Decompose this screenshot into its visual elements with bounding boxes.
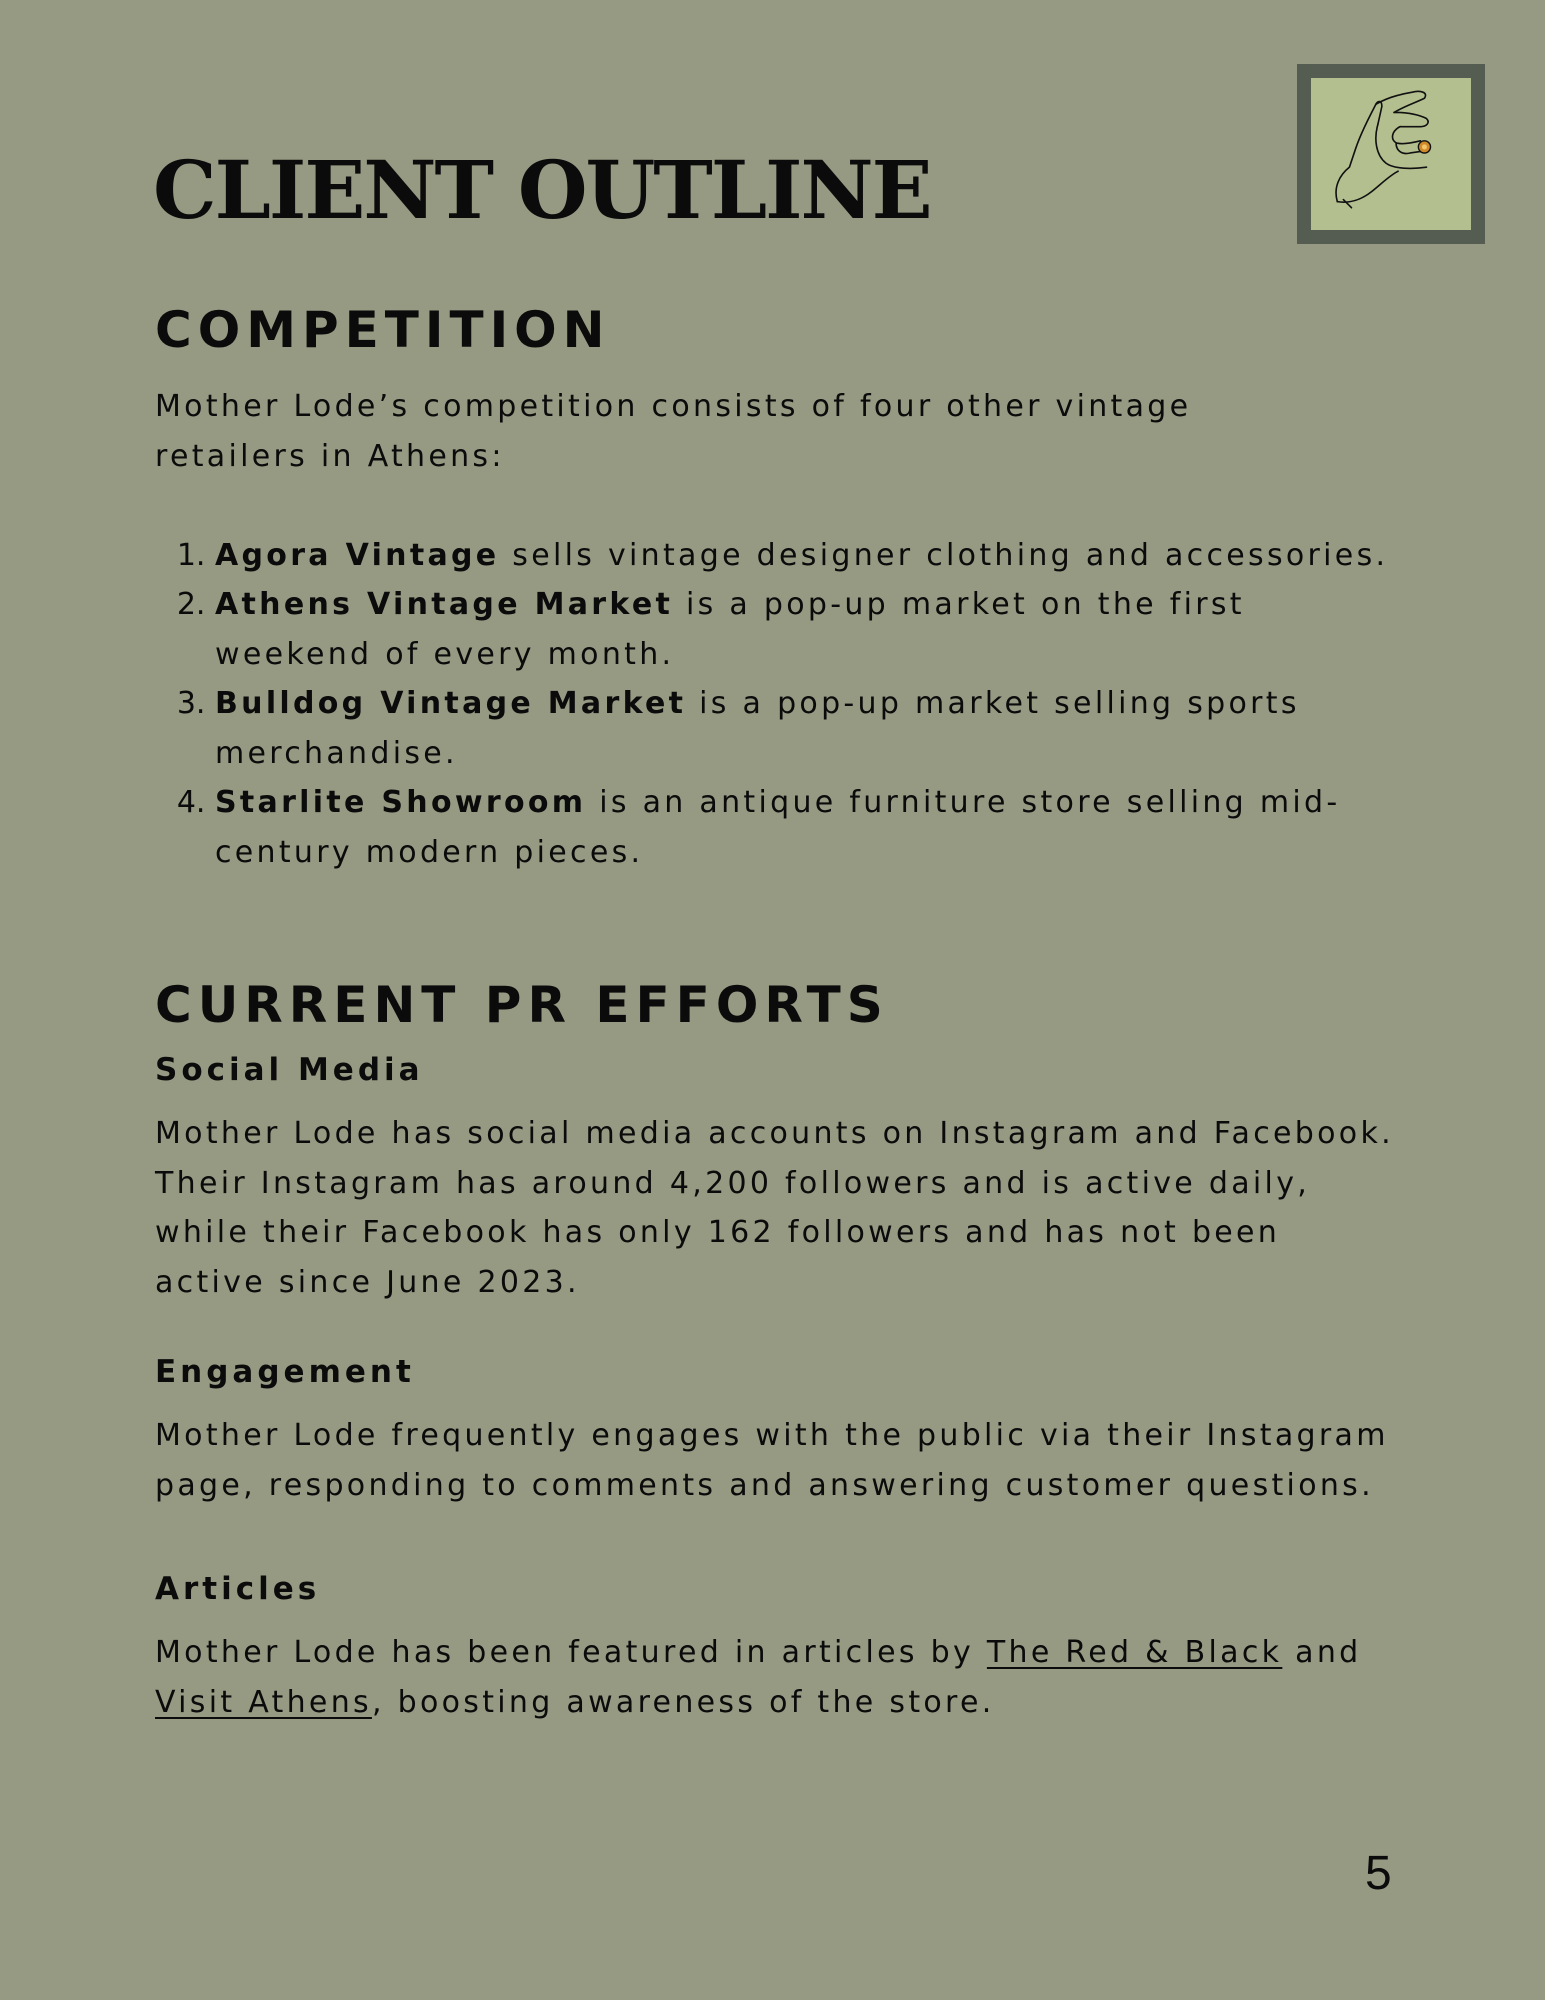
list-item [215, 679, 1395, 778]
engagement-body: Mother Lode frequently engages with the public via their Instagram page, responding to comments and answering customer questions. [155, 1418, 1389, 1503]
pr-efforts-section [155, 973, 1395, 1727]
competitor-name: Athens Vintage Market [215, 587, 674, 622]
list-item [215, 778, 1395, 877]
red-and-black-link[interactable]: The Red & Black [986, 1635, 1283, 1670]
competition-intro: Mother Lode’s competition consists of four other vintage retailers in Athens: [155, 389, 1192, 474]
articles-body [155, 1628, 1395, 1727]
hand-holding-ring-icon [1311, 78, 1471, 230]
logo-background [1311, 78, 1471, 230]
competitor-name: Bulldog Vintage Market [215, 686, 687, 721]
list-item [215, 580, 1395, 679]
articles-heading: Articles [155, 1571, 321, 1607]
social-media-body: Mother Lode has social media accounts on Instagram and Facebook. Their Instagram has around 4,200 followers and is active daily, while their Facebook has only 162 followers and has not been active since June 2023. [155, 1116, 1394, 1300]
competitor-name: Agora Vintage [215, 537, 500, 573]
competitor-list [155, 531, 1395, 878]
competitor-name: Starlite Showroom [215, 785, 587, 820]
competitor-description: is an antique furniture store selling mid-century modern pieces. [215, 785, 1341, 870]
pr-efforts-heading: CURRENT PR EFFORTS [155, 976, 889, 1034]
articles-text-middle: and [1282, 1635, 1362, 1670]
logo-frame [1297, 64, 1485, 244]
competitor-description: sells vintage designer clothing and accessories. [499, 537, 1389, 573]
visit-athens-link[interactable]: Visit Athens [155, 1684, 372, 1720]
articles-text-suffix: , boosting awareness of the store. [371, 1684, 995, 1720]
competition-heading: COMPETITION [155, 301, 611, 359]
social-media-heading: Social Media [155, 1052, 424, 1088]
articles-text-prefix: Mother Lode has been featured in articles by [155, 1635, 987, 1670]
page-number: 5 [1365, 1847, 1392, 1900]
main-content [155, 298, 1395, 1727]
engagement-heading: Engagement [155, 1354, 415, 1390]
list-item [215, 531, 1395, 581]
page-title: CLIENT OUTLINE [153, 143, 931, 237]
competitor-description: is a pop-up market selling sports merchandise. [215, 686, 1300, 771]
competition-section [155, 298, 1395, 877]
competitor-description: is a pop-up market on the first weekend of every month. [215, 587, 1245, 672]
